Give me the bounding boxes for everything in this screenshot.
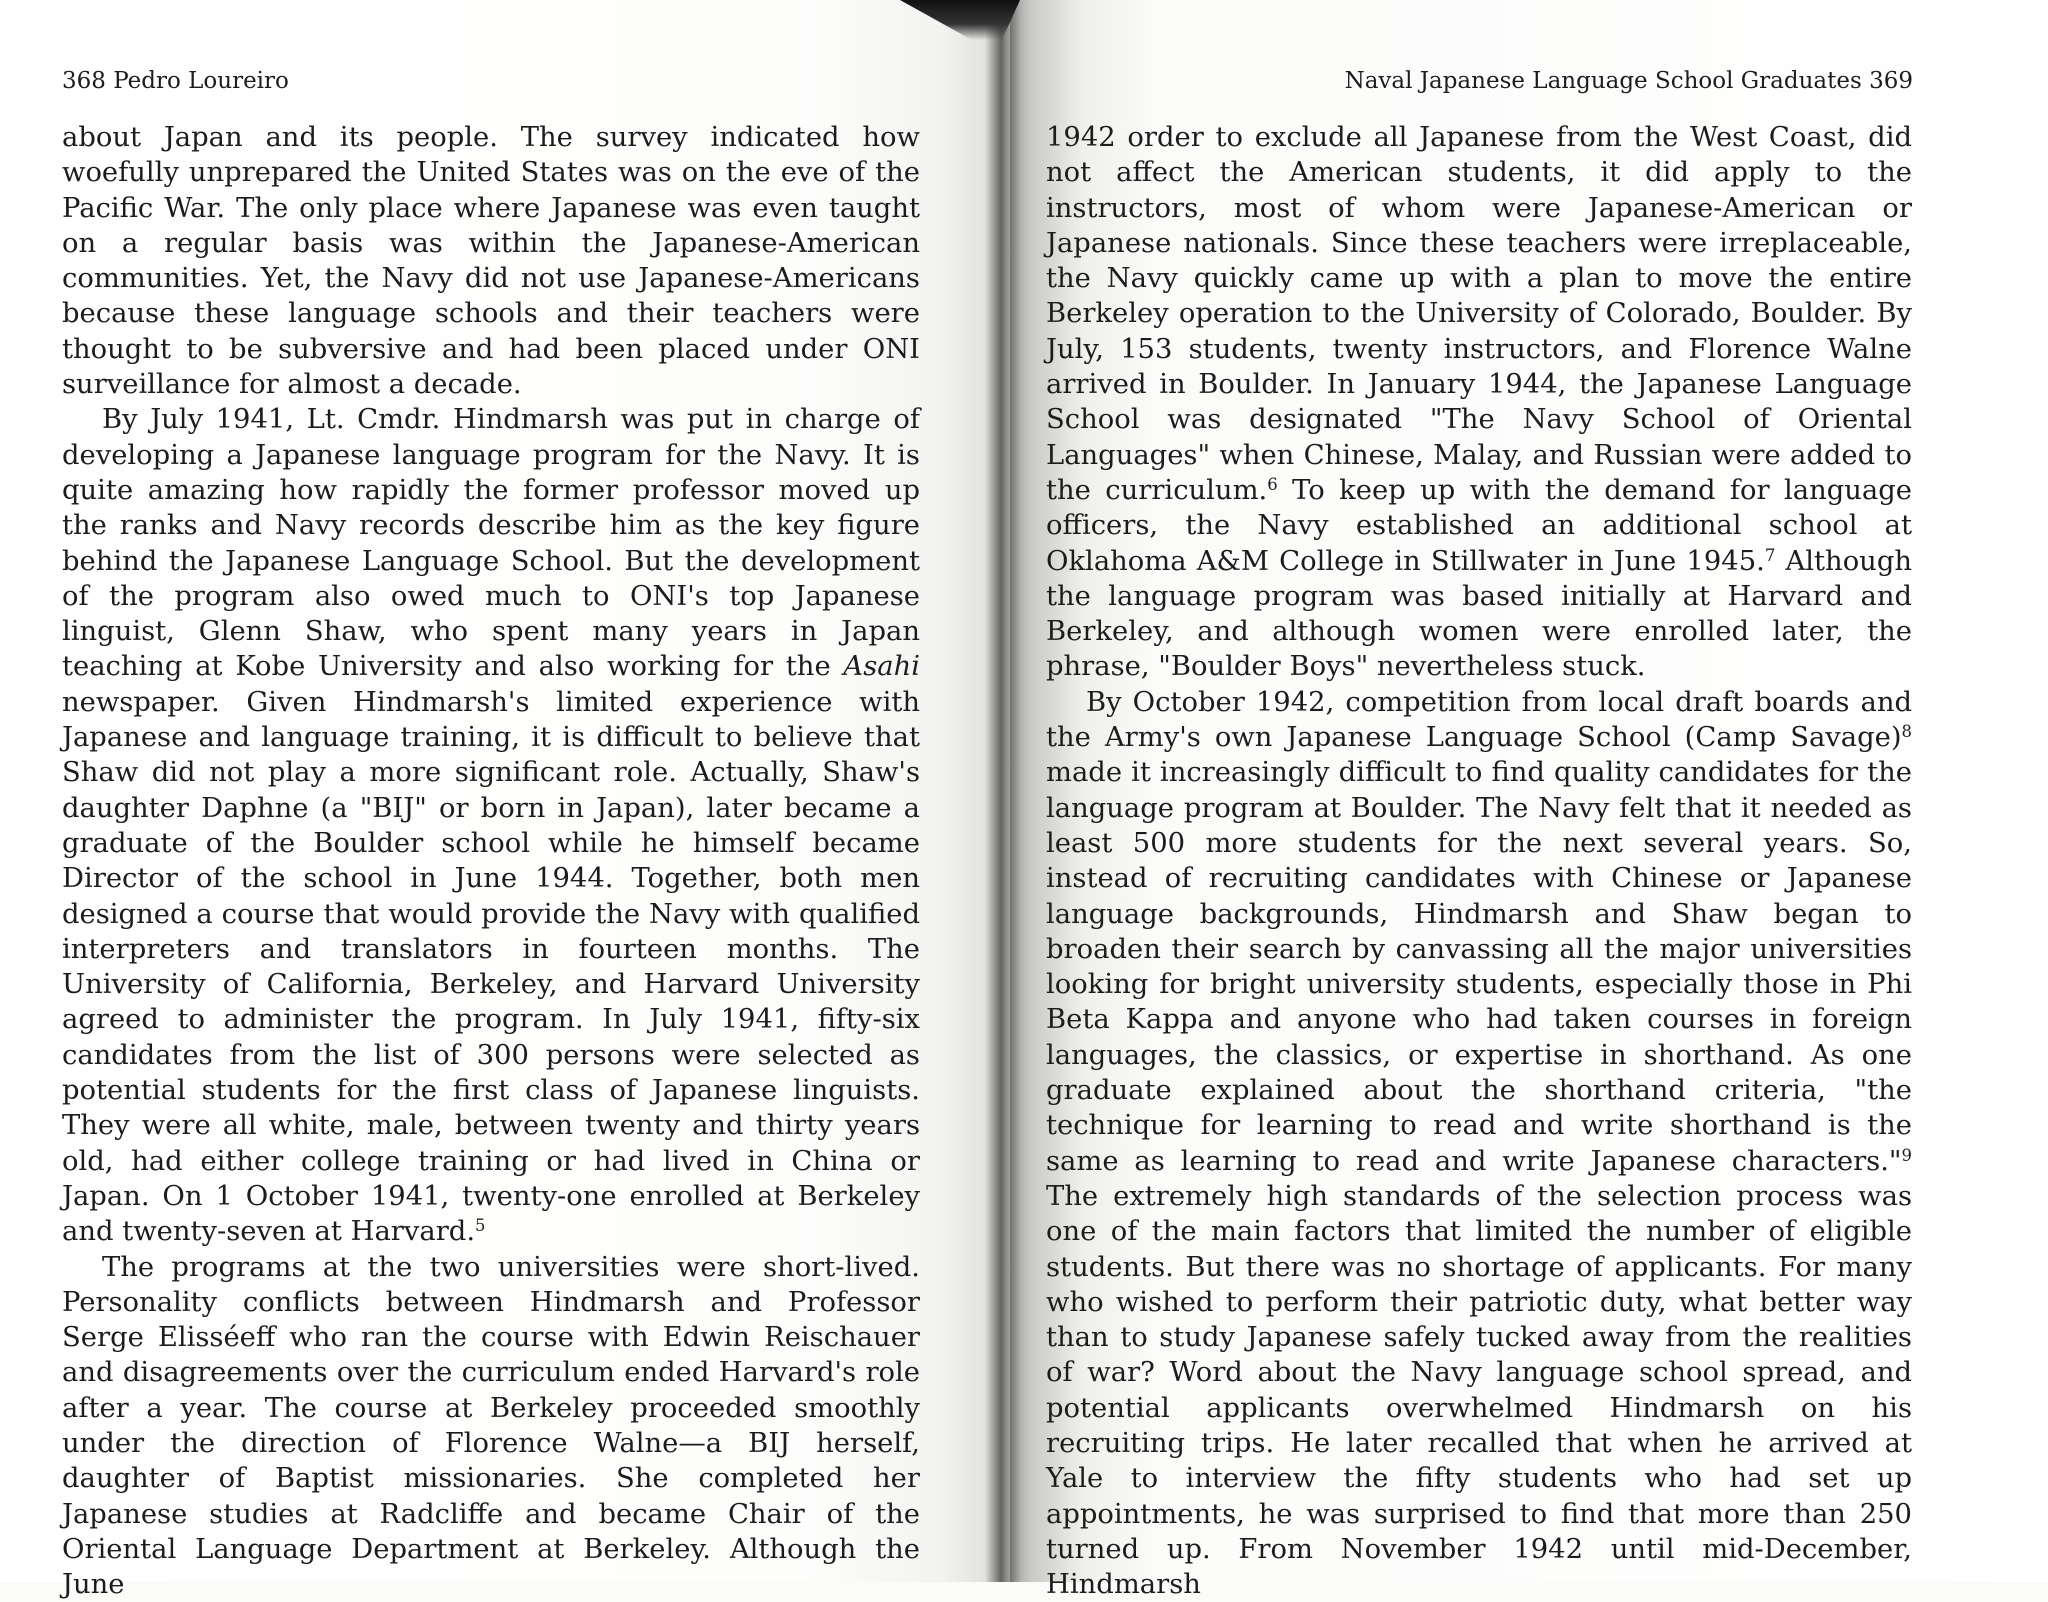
right-page [1010,0,2048,1582]
right-paragraph-2-text-b: made it increasingly difficult to find quality candidates for the language program at Boulder. The Navy felt that it needed as least 500 more students for the next several years. So, instead of recruiting candidates with Chinese or Japanese language backgrounds, Hindmarsh and Shaw began to broaden their search by canvassing all the major universities looking for bright university students, especially those in Phi Beta Kappa and anyone who had taken courses in foreign languages, the classics, or expertise in shorthand. As one graduate explained about the shorthand criteria, "the technique for learning to read and write shorthand is the same as learning to read and write Japanese characters." [1046,757,1912,1176]
right-body-text [1046,120,1912,1602]
left-page [0,0,1010,1582]
left-paragraph-3: The programs at the two universities were short-lived. Personality conflicts between Hindmarsh and Professor Serge Elisséeff who ran the course with Edwin Reischauer and disagreements over the curriculum ended Harvard's role after a year. The course at Berkeley proceeded smoothly under the direction of Florence Walne—a BIJ herself, daughter of Baptist missionaries. She completed her Japanese studies at Radcliffe and became Chair of the Oriental Language Department at Berkeley. Although the June [62,1250,920,1602]
footnote-marker-9: 9 [1902,1146,1912,1165]
right-paragraph-1-text-a: 1942 order to exclude all Japanese from the West Coast, did not affect the American students, it did apply to the instructors, most of whom were Japanese-American or Japanese nationals. Since these teachers were irreplaceable, the Navy quickly came up with a plan to move the entire Berkeley operation to the University of Colorado, Boulder. By July, 153 students, twenty instructors, and Florence Walne arrived in Boulder. In January 1944, the Japanese Language School was designated "The Navy School of Oriental Languages" when Chinese, Malay, and Russian were added to the curriculum. [1046,122,1912,506]
right-paragraph-1-text-b: To keep up with the demand for language officers, the Navy established an additional school at Oklahoma A&M College in Stillwater in June 1945. [1046,475,1912,577]
right-paragraph-2 [1046,685,1912,1602]
left-paragraph-2-text-b: newspaper. Given Hindmarsh's limited experience with Japanese and language training, it is difficult to believe that Shaw did not play a more significant role. Actually, Shaw's daughter Daphne (a "BIJ" or born in Japan), later became a graduate of the Boulder school while he himself became Director of the school in June 1944. Together, both men designed a course that would provide the Navy with qualified interpreters and translators in fourteen months. The University of California, Berkeley, and Harvard University agreed to administer the program. In July 1941, fifty-six candidates from the list of 300 persons were selected as potential students for the first class of Japanese linguists. They were all white, male, between twenty and thirty years old, had either college training or had lived in China or Japan. On 1 October 1941, twenty-one enrolled at Berkeley and twenty-seven at Harvard. [62,687,920,1247]
left-paragraph-1: about Japan and its people. The survey indicated how woefully unprepared the United States was on the eve of the Pacific War. The only place where Japanese was even taught on a regular basis was within the Japanese-American communities. Yet, the Navy did not use Japanese-Americans because these language schools and their teachers were thought to be subversive and had been placed under ONI surveillance for almost a decade. [62,120,920,402]
footnote-marker-5: 5 [475,1216,485,1235]
footnote-marker-7: 7 [1765,546,1775,565]
book-gutter-shadow [985,0,1021,1582]
left-paragraph-2-text-a: By July 1941, Lt. Cmdr. Hindmarsh was put in charge of developing a Japanese language program for the Navy. It is quite amazing how rapidly the former professor moved up the ranks and Navy records describe him as the key figure behind the Japanese Language School. But the development of the program also owed much to ONI's top Japanese linguist, Glenn Shaw, who spent many years in Japan teaching at Kobe University and also working for the [62,404,920,682]
left-paragraph-2-italic-title: Asahi [843,651,920,682]
right-paragraph-2-text-c: The extremely high standards of the selection process was one of the main factors that limited the number of eligible students. But there was no shortage of applicants. For many who wished to perform their patriotic duty, what better way than to study Japanese safely tucked away from the realities of war? Word about the Navy language school spread, and potential applicants overwhelmed Hindmarsh on his recruiting trips. He later recalled that when he arrived at Yale to interview the fifty students who had set up appointments, he was surprised to find that more than 250 turned up. From November 1942 until mid-December, Hindmarsh [1046,1181,1912,1600]
footnote-marker-6: 6 [1267,475,1277,494]
right-paragraph-2-text-a: By October 1942, competition from local draft boards and the Army's own Japanese Language School (Camp Savage) [1046,687,1912,753]
left-body-text [62,120,920,1602]
right-running-head: Naval Japanese Language School Graduates 369 [1345,66,1913,96]
right-paragraph-1-text-c: Although the language program was based initially at Harvard and Berkeley, and although women were enrolled later, the phrase, "Boulder Boys" nevertheless stuck. [1046,546,1912,683]
left-paragraph-2 [62,402,920,1249]
right-paragraph-1 [1046,120,1912,685]
left-running-head: 368 Pedro Loureiro [62,66,289,96]
footnote-marker-8: 8 [1902,722,1912,741]
